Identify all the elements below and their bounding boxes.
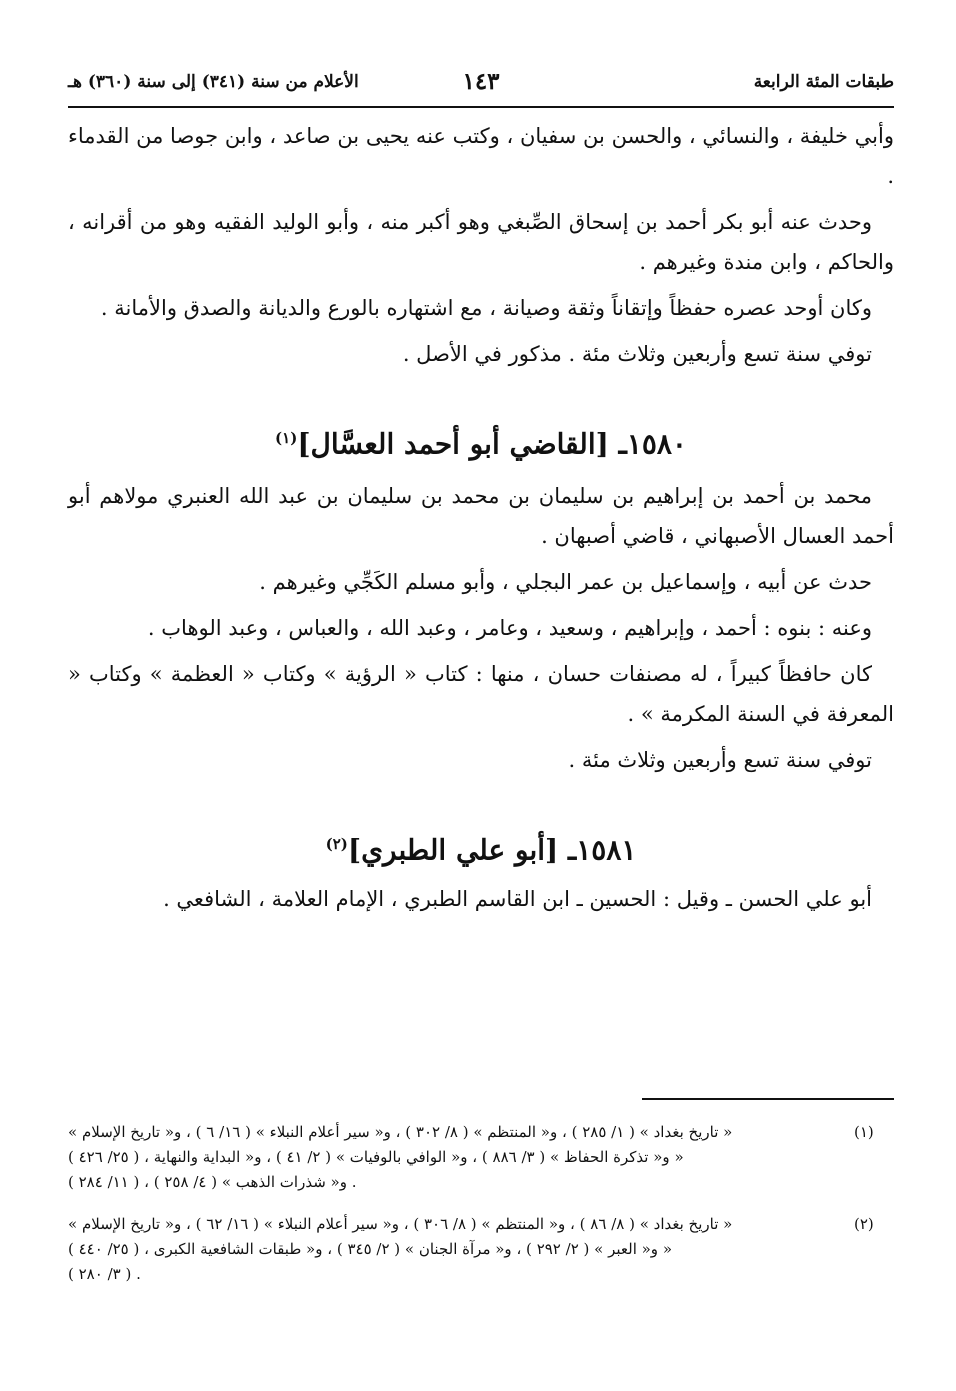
footnote-ref-1: (١) (275, 429, 298, 447)
footnote-2-number: (٢) (854, 1215, 874, 1233)
entry-1581-paragraph-1: أبو علي الحسن ـ وقيل : الحسين ـ ابن القاسم الطبري ، الإمام العلامة ، الشافعي . (163, 886, 872, 911)
entry-1580-paragraph-2: حدث عن أبيه ، وإسماعيل بن عمر البجلي ، وأبو مسلم الكَجِّي وغيرهم . (259, 570, 872, 595)
footnote-2-line-1: « تاريخ بغداد » ( ٨/ ٨٦ ) ، و« المنتظم » ( ٨/ ٣٠٦ ) ، و« سير أعلام النبلاء » ( ١٦/ ٦٢ ) ، و« تاريخ الإسلام » (68, 1215, 733, 1233)
footnote-2-line-2: ( ٢٥/ ٤٤٠ ) ، و« العبر » ( ٢/ ٢٩٢ ) ، و« مرآة الجنان » ( ٢/ ٣٤٥ ) ، و« طبقات الشافعية الكبرى » (68, 1240, 673, 1258)
footnote-rule (642, 1098, 894, 1100)
footnote-2-line-3: ( ٣/ ٢٨٠ ) . (68, 1265, 141, 1283)
prev-entry-paragraph-1: وأبي خليفة ، والنسائي ، والحسن بن سفيان ، وكتب عنه يحيى بن صاعد ، وابن جوصا من القدماء . (68, 124, 894, 188)
header-section-title: طبقات المئة الرابعة (753, 72, 894, 92)
footnote-ref-2: (٢) (325, 835, 348, 854)
footnote-1-line-2: ( ٢٥/ ٤٢٦ ) ، و« تذكرة الحفاظ » ( ٣/ ٨٨٦ ) ، و« الوافي بالوفيات » ( ٢/ ٤١ ) ، و« البداية والنهاية » (68, 1148, 684, 1166)
entry-1580-paragraph-4: كان حافظاً كبيراً ، له مصنفات حسان ، منها : كتاب « الرؤية » وكتاب « العظمة » وكتاب « المعرفة في السنة المكرمة » . (68, 662, 894, 727)
entry-1580-paragraph-1: محمد بن أحمد بن إبراهيم بن سليمان بن محمد بن سليمان بن عبد الله العنبري مولاهم أبو أحمد العسال الأصبهاني ، قاضي أصبهان . (68, 484, 894, 549)
entry-1580-paragraph-5: توفي سنة تسع وأربعين وثلاث مئة . (568, 748, 872, 773)
entry-1580-title: ١٥٨٠ـ [القاضي أبو أحمد العسَّال] (297, 427, 687, 461)
entry-1580-heading (68, 418, 894, 464)
footnote-2 (68, 1212, 894, 1287)
entry-1581-title: ١٥٨١ـ [أبو علي الطبري] (347, 833, 637, 867)
entry-1580-paragraph-3: وعنه : بنوه : أحمد ، وإبراهيم ، وسعيد ، وعامر ، وعبد الله ، والعباس ، وعبد الوهاب . (147, 616, 872, 641)
footnote-1-line-3: ( ١١/ ٢٨٤ ) ، و« شذرات الذهب » ( ٤/ ٢٥٨ ) . (68, 1173, 357, 1191)
running-header (68, 68, 894, 104)
prev-entry-paragraph-3: وكان أوحد عصره حفظاً وإتقاناً وثقة وصيانة ، مع اشتهاره بالورع والديانة والصدق والأمانة . (100, 296, 872, 320)
book-page (68, 68, 894, 919)
entry-1581-heading (68, 824, 894, 870)
prev-entry-paragraph-4: توفي سنة تسع وأربعين وثلاث مئة . مذكور في الأصل . (402, 342, 872, 366)
footnote-1-line-1: « تاريخ بغداد » ( ١/ ٢٨٥ ) ، و« المنتظم » ( ٨/ ٣٠٢ ) ، و« سير أعلام النبلاء » ( ١٦/ ٦ ) ، و« تاريخ الإسلام » (68, 1123, 733, 1141)
prev-entry-paragraph-2: وحدث عنه أبو بكر أحمد بن إسحاق الصِّبغي وهو أكبر منه ، وأبو الوليد الفقيه وهو من أقرانه ، والحاكم ، وابن مندة وغيرهم . (68, 210, 894, 274)
footnote-1-number: (١) (854, 1123, 874, 1141)
footnote-1 (68, 1120, 894, 1195)
header-range-title: الأعلام من سنة (٣٤١) إلى سنة (٣٦٠) هـ (68, 72, 359, 92)
page-number: ١٤٣ (462, 68, 500, 95)
